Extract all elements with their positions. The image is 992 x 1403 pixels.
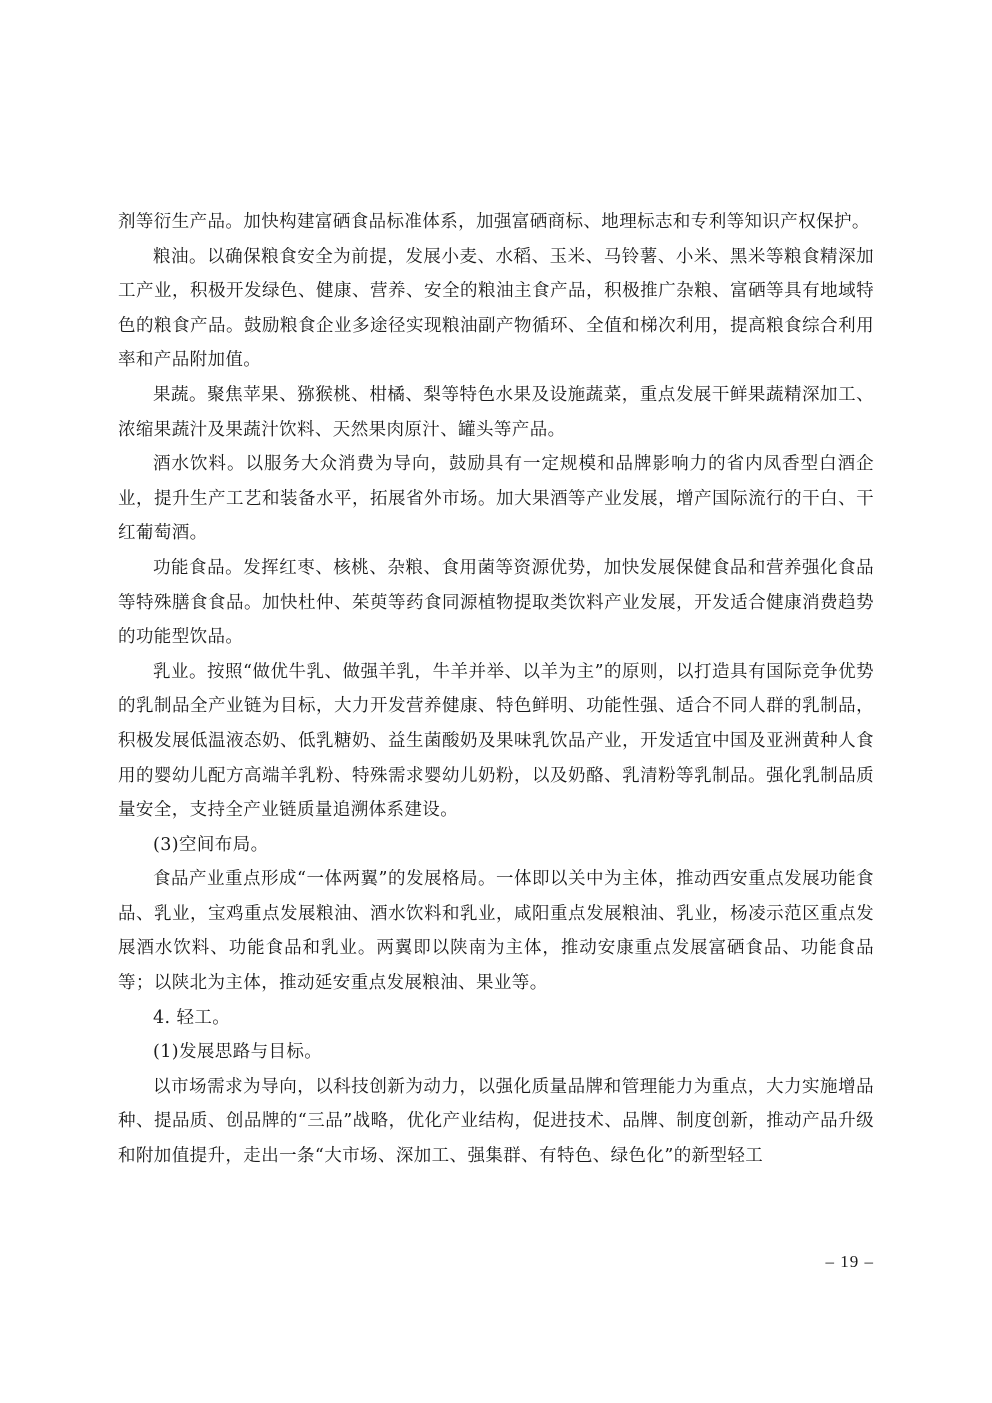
page-number: – 19 – <box>825 1252 874 1271</box>
paragraph: 酒水饮料。以服务大众消费为导向，鼓励具有一定规模和品牌影响力的省内凤香型白酒企业，提升生产工艺和装备水平，拓展省外市场。加大果酒等产业发展，增产国际流行的干白、干红葡萄酒。 <box>118 454 874 544</box>
paragraph: 剂等衍生产品。加快构建富硒食品标准体系，加强富硒商标、地理标志和专利等知识产权保护。 <box>118 212 870 232</box>
paragraph: (1)发展思路与目标。 <box>153 1042 323 1063</box>
paragraph: 功能食品。发挥红枣、核桃、杂粮、食用菌等资源优势，加快发展保健食品和营养强化食品等特殊膳食食品。加快杜仲、茱萸等药食同源植物提取类饮料产业发展，开发适合健康消费趋势的功能型饮品。 <box>118 557 874 648</box>
paragraph: 果蔬。聚焦苹果、猕猴桃、柑橘、梨等特色水果及设施蔬菜，重点发展干鲜果蔬精深加工、浓缩果蔬汁及果蔬汁饮料、天然果肉原汁、罐头等产品。 <box>118 384 874 440</box>
paragraph: 食品产业重点形成“一体两翼”的发展格局。一体即以关中为主体，推动西安重点发展功能食品、乳业，宝鸡重点发展粮油、酒水饮料和乳业，咸阳重点发展粮油、乳业，杨凌示范区重点发展酒水饮料、功能食品和乳业。两翼即以陕南为主体，推动安康重点发展富硒食品、功能食品等；以陕北为主体，推动延安重点发展粮油、果业等。 <box>118 869 874 994</box>
paragraph: (3)空间布局。 <box>153 834 269 855</box>
paragraph: 4. 轻工。 <box>153 1007 231 1028</box>
paragraph: 粮油。以确保粮食安全为前提，发展小麦、水稻、玉米、马铃薯、小米、黑米等粮食精深加工产业，积极开发绿色、健康、营养、安全的粮油主食产品，积极推广杂粮、富硒等具有地域特色的粮食产品。鼓励粮食企业多途径实现粮油副产物循环、全值和梯次利用，提高粮食综合利用率和产品附加值。 <box>118 246 874 371</box>
paragraph: 乳业。按照“做优牛乳、做强羊乳，牛羊并举、以羊为主”的原则，以打造具有国际竞争优势的乳制品全产业链为目标，大力开发营养健康、特色鲜明、功能性强、适合不同人群的乳制品，积极发展低温液态奶、低乳糖奶、益生菌酸奶及果味乳饮品产业，开发适宜中国及亚洲黄种人食用的婴幼儿配方高端羊乳粉、特殊需求婴幼儿奶粉，以及奶酪、乳清粉等乳制品。强化乳制品质量安全，支持全产业链质量追溯体系建设。 <box>118 661 874 821</box>
page-body <box>118 205 874 1174</box>
paragraph: 以市场需求为导向，以科技创新为动力，以强化质量品牌和管理能力为重点，大力实施增品种、提品质、创品牌的“三品”战略，优化产业结构，促进技术、品牌、制度创新，推动产品升级和附加值提升，走出一条“大市场、深加工、强集群、有特色、绿色化”的新型轻工 <box>118 1076 874 1167</box>
